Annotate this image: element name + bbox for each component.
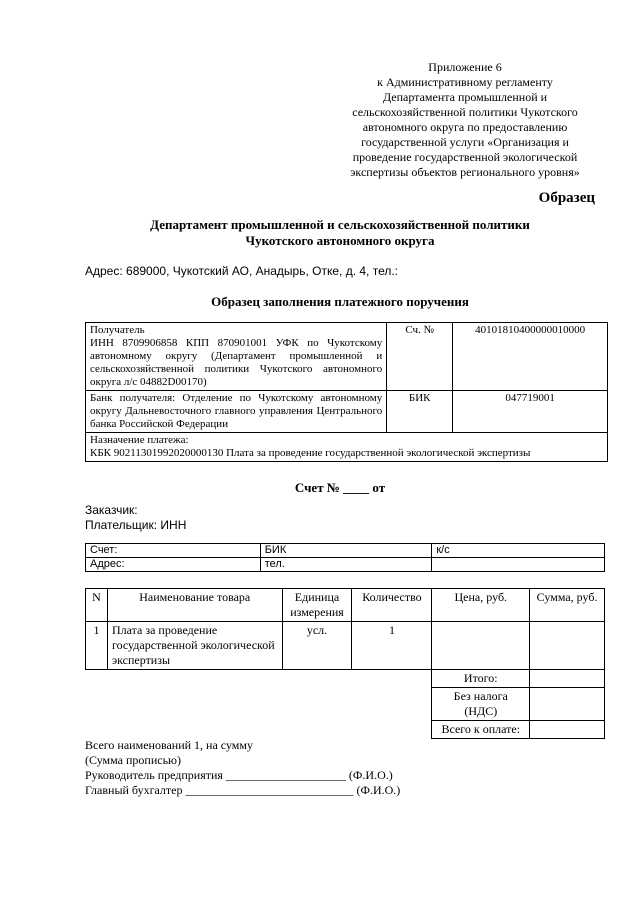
row-sum (530, 622, 605, 670)
address: Адрес: 689000, Чукотский АО, Анадырь, Отке, д. 4, тел.: (85, 264, 399, 278)
payment-order-title: Образец заполнения платежного поручения (211, 294, 469, 309)
to-pay-value (530, 721, 605, 739)
account-table (85, 543, 605, 572)
header-unit: Единица измерения (282, 589, 352, 622)
recipient-row (86, 323, 608, 391)
department-line-1: Департамент промышленной и сельскохозяйственной политики (150, 217, 530, 232)
purpose-row (86, 433, 608, 462)
address-field-label: Адрес: (86, 558, 261, 572)
account-field-label: Счет: (86, 544, 261, 558)
ks-field-label: к/с (432, 544, 605, 558)
header-n: N (86, 589, 108, 622)
invoice-title: Счет № ____ от (294, 480, 386, 495)
to-pay-label: Всего к оплате: (432, 721, 530, 739)
bik-field-label: БИК (260, 544, 432, 558)
appendix-line: экспертизы объектов регионального уровня» (350, 165, 580, 179)
no-tax-value (530, 688, 605, 721)
appendix-note (335, 60, 595, 180)
goods-table (85, 588, 605, 739)
customer-label: Заказчик: (85, 503, 138, 517)
footer-block (85, 738, 400, 798)
appendix-line: сельскохозяйственной политики Чукотского (352, 105, 578, 119)
appendix-line: Департамента промышленной и (382, 90, 548, 104)
department-line-2: Чукотского автономного округа (245, 233, 435, 248)
address-row (86, 558, 605, 572)
row-price (432, 622, 530, 670)
appendix-line: к Административному регламенту (377, 75, 553, 89)
goods-header-row (86, 589, 605, 622)
to-pay-row (86, 721, 605, 739)
recipient-text: ИНН 8709906858 КПП 870901001 УФК по Чукотскому автономному округу (Департамент промышленной и сельскохозяйственной политики Чукотского автономного округа л/с 04882D00170) (90, 337, 383, 388)
footer-amount-words: (Сумма прописью) (85, 753, 181, 767)
bik-label: БИК (387, 391, 453, 433)
header-price: Цена, руб. (432, 589, 530, 622)
payment-details-table (85, 322, 608, 462)
total-value (530, 670, 605, 688)
no-tax-label: Без налога (НДС) (432, 688, 530, 721)
appendix-line: государственной услуги «Организация и (361, 135, 569, 149)
empty-cell (432, 558, 605, 572)
row-unit: усл. (282, 622, 352, 670)
customer-block (85, 503, 186, 533)
no-tax-row (86, 688, 605, 721)
account-label: Сч. № (387, 323, 453, 391)
row-n: 1 (86, 622, 108, 670)
sample-label: Образец (538, 190, 595, 206)
purpose-label: Назначение платежа: (90, 434, 189, 446)
appendix-line: Приложение 6 (428, 60, 502, 74)
recipient-cell (86, 323, 387, 391)
account-value: 40101810400000010000 (453, 323, 608, 391)
recipient-label: Получатель (90, 324, 145, 336)
footer-accountant-line: Главный бухгалтер ____________________________ (Ф.И.О.) (85, 783, 401, 797)
footer-total-line: Всего наименований 1, на сумму (85, 738, 253, 752)
total-label: Итого: (432, 670, 530, 688)
purpose-cell (86, 433, 608, 462)
purpose-text: КБК 90211301992020000130 Плата за проведение государственной экологической экспертизы (90, 447, 531, 459)
row-name: Плата за проведение государственной экологической экспертизы (107, 622, 282, 670)
header-name: Наименование товара (107, 589, 282, 622)
bik-value: 047719001 (453, 391, 608, 433)
header-qty: Количество (352, 589, 432, 622)
row-qty: 1 (352, 622, 432, 670)
total-row (86, 670, 605, 688)
header-sum: Сумма, руб. (530, 589, 605, 622)
bank-text: Банк получателя: Отделение по Чукотскому автономному округу Дальневосточного главного управления Центрального банка Российской Федерации (86, 391, 387, 433)
appendix-line: автономного округа по предоставлению (362, 120, 568, 134)
table-row (86, 622, 605, 670)
bank-row (86, 391, 608, 433)
payer-label: Плательщик: ИНН (85, 518, 187, 532)
department-title (80, 217, 600, 249)
account-row (86, 544, 605, 558)
phone-field-label: тел. (260, 558, 432, 572)
appendix-line: проведение государственной экологической (352, 150, 578, 164)
footer-director-line: Руководитель предприятия ____________________ (Ф.И.О.) (85, 768, 393, 782)
